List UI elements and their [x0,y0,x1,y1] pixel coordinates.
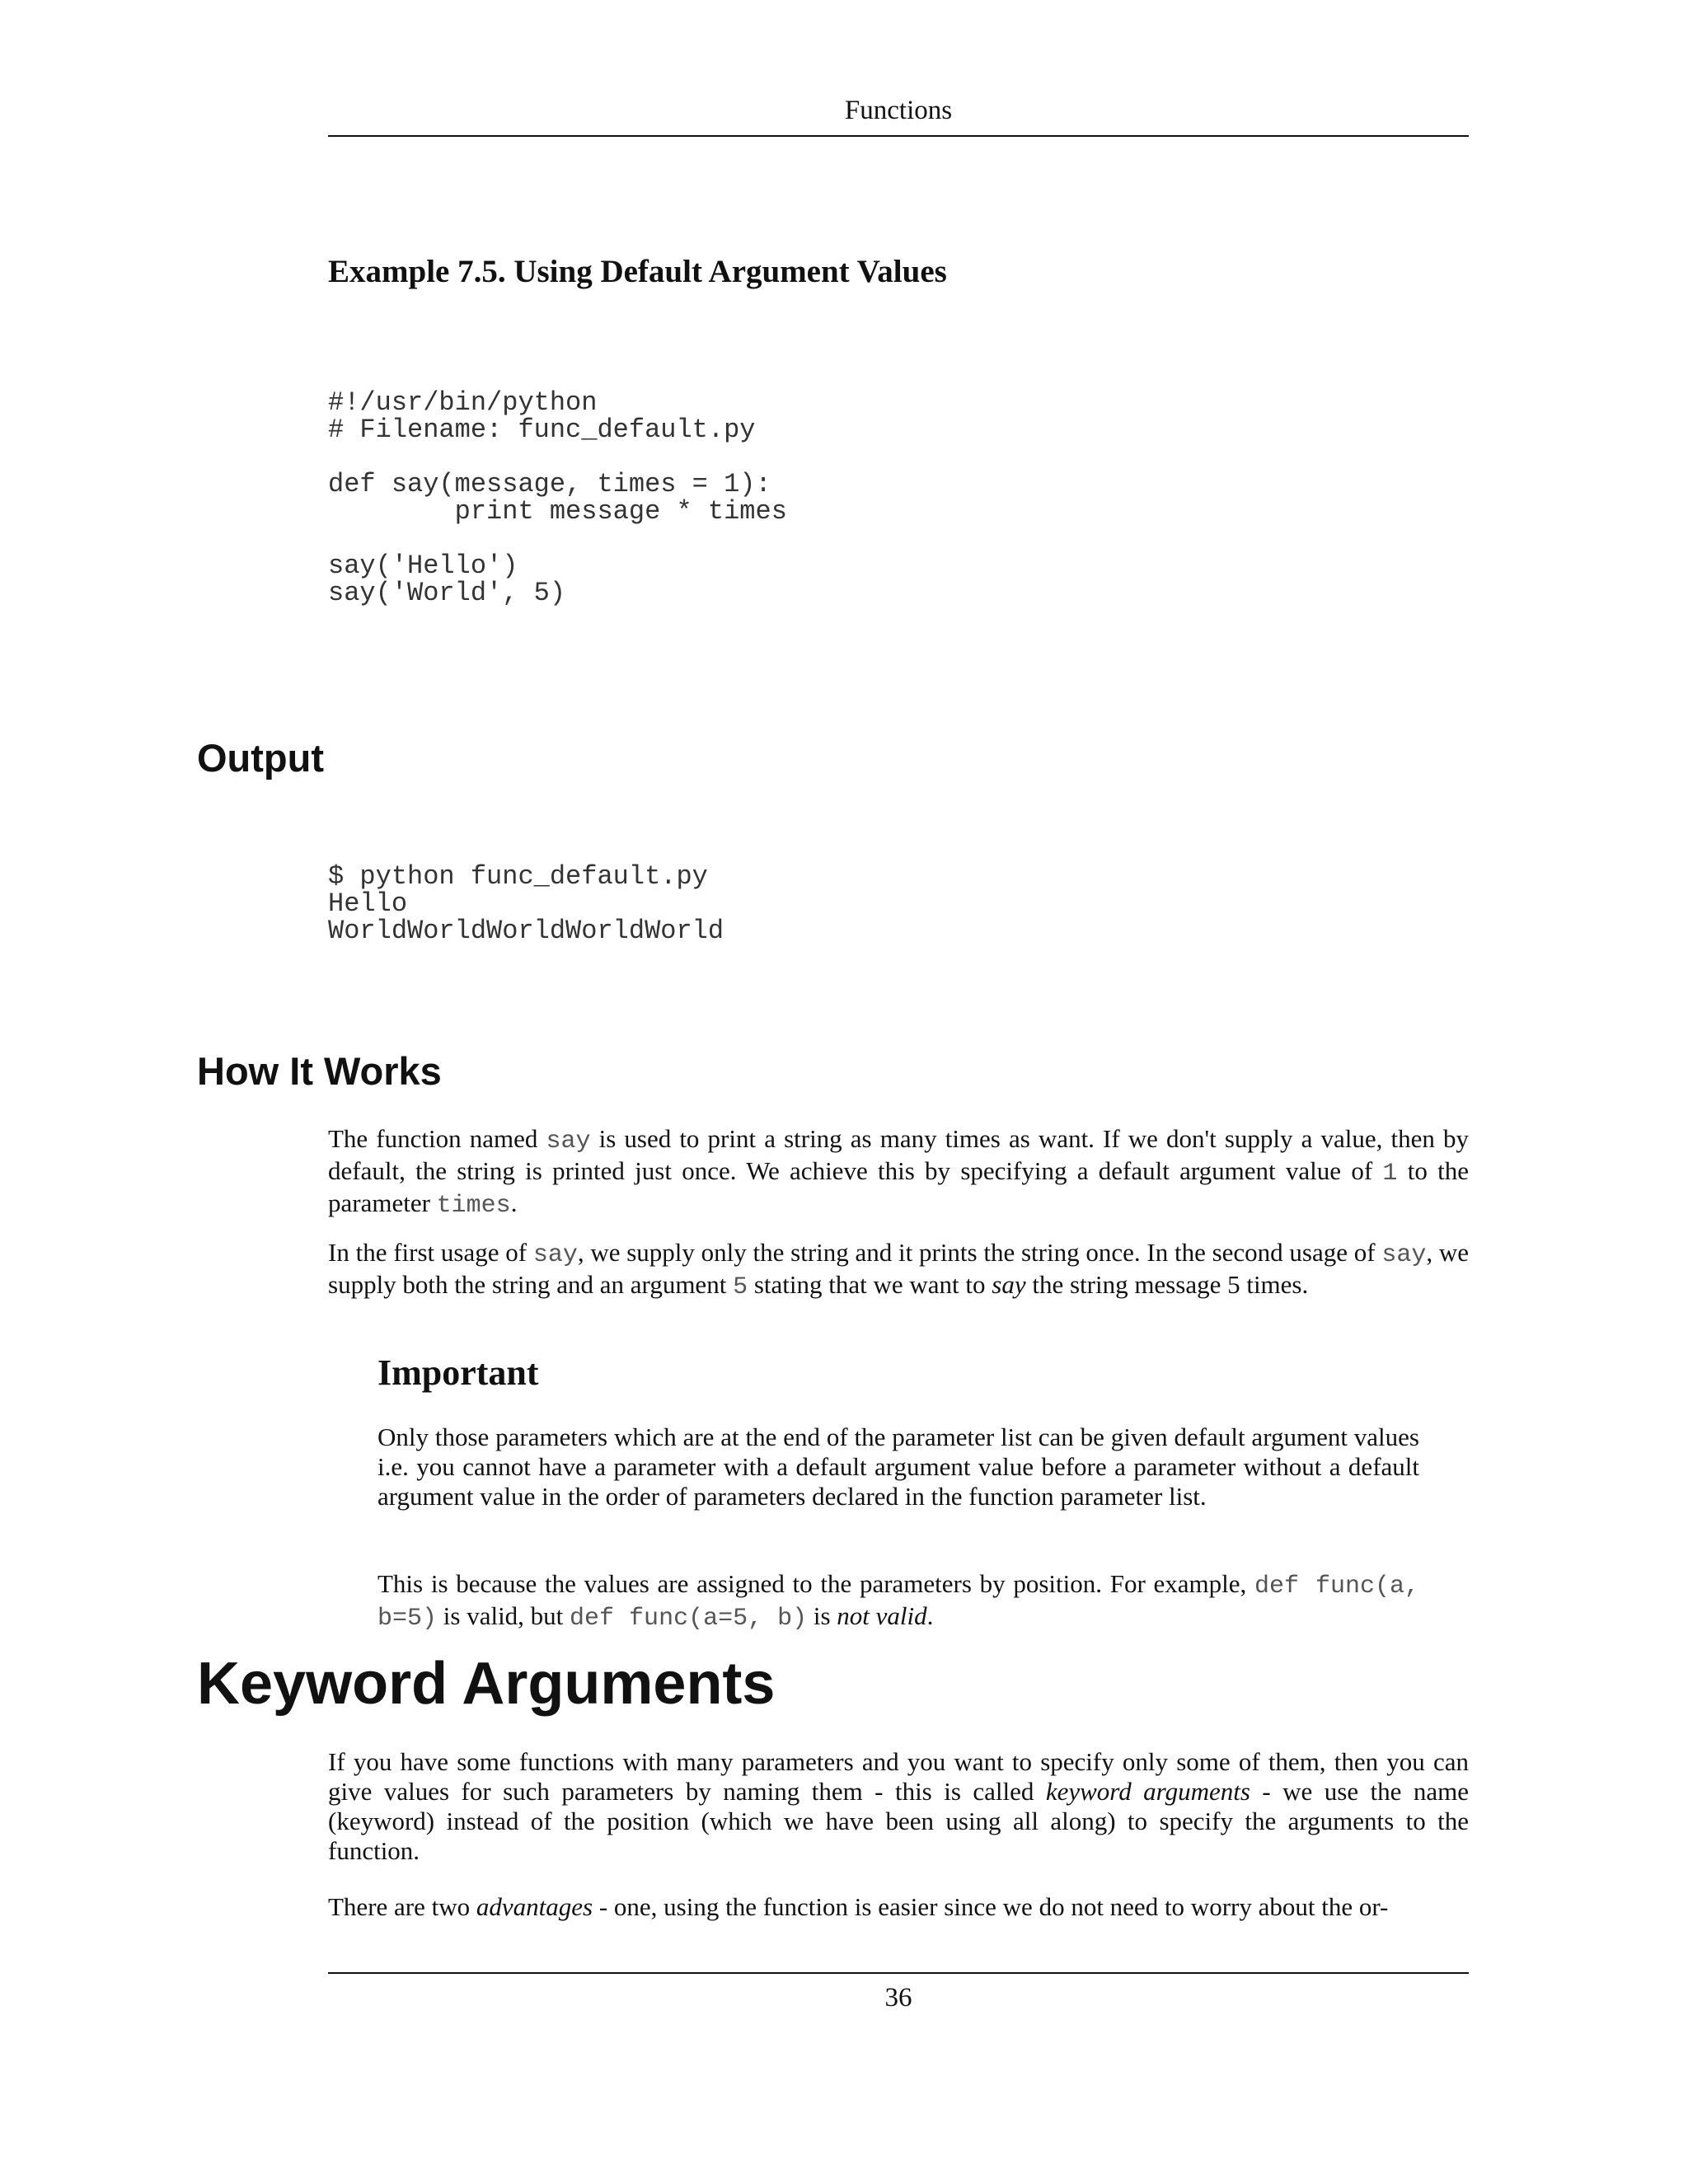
code-line: print message * times [328,496,787,527]
output-listing [328,863,724,944]
running-header: Functions [844,96,953,125]
emphasis: not valid [837,1601,927,1630]
inline-code: def func(a, b=5) [377,1572,1419,1633]
footer-rule [328,1972,1469,1974]
code-line: say('World', 5) [328,578,566,608]
inline-code: 1 [1382,1160,1398,1188]
code-line: def say(message, times = 1): [328,469,771,499]
code-line: #!/usr/bin/python [328,387,598,418]
important-title: Important [377,1352,539,1393]
inline-code: def func(a=5, b) [570,1605,808,1633]
inline-code: say [1381,1241,1427,1269]
emphasis: keyword arguments [1045,1777,1250,1806]
important-paragraph-2: This is because the values are assigned to the parameters by position. For example, def func(a, b=5) is valid, but def func(a=5, b) is not valid. [377,1569,1419,1633]
code-line: say('Hello') [328,551,518,581]
output-line: Hello [328,888,408,919]
header-rule [328,135,1469,137]
keyword-arguments-paragraph-1: If you have some functions with many parameters and you want to specify only some of them, then you can give values for such parameters by naming them - this is called keyword arguments - we use the name (keyword) instead of the position (which we have been using all along) to specify the arguments to the function. [328,1747,1470,1865]
code-line: # Filename: func_default.py [328,415,756,445]
keyword-arguments-paragraph-2: There are two advantages - one, using the function is easier since we do not need to worry about the or- [328,1892,1389,1921]
how-it-works-paragraph-1: The function named say is used to print a string as many times as want. If we don't supply a value, then by default, the string is printed just once. We achieve this by specifying a default argument value of 1 to the parameter times. [328,1124,1469,1220]
emphasis: say [992,1270,1026,1299]
output-heading: Output [197,736,324,780]
page-number: 36 [884,1983,912,2013]
emphasis: advantages [476,1892,593,1921]
how-it-works-heading: How It Works [197,1049,442,1093]
code-listing [328,389,787,607]
output-line: $ python func_default.py [328,861,708,892]
keyword-arguments-heading: Keyword Arguments [197,1651,776,1717]
inline-code: say [532,1241,578,1269]
important-paragraph-1: Only those parameters which are at the end of the parameter list can be given default argument values i.e. you cannot have a parameter with a default argument value before a parameter without a default argument value in the order of parameters declared in the function parameter list. [377,1422,1419,1511]
output-line: WorldWorldWorldWorldWorld [328,916,724,946]
inline-code: 5 [733,1273,748,1301]
inline-code: say [546,1127,591,1155]
example-title: Example 7.5. Using Default Argument Values [328,254,947,289]
how-it-works-paragraph-2: In the first usage of say, we supply only the string and it prints the string once. In the second usage of say, we supply both the string and an argument 5 stating that we want to say the string message 5 times. [328,1238,1469,1301]
inline-code: times [436,1192,511,1220]
